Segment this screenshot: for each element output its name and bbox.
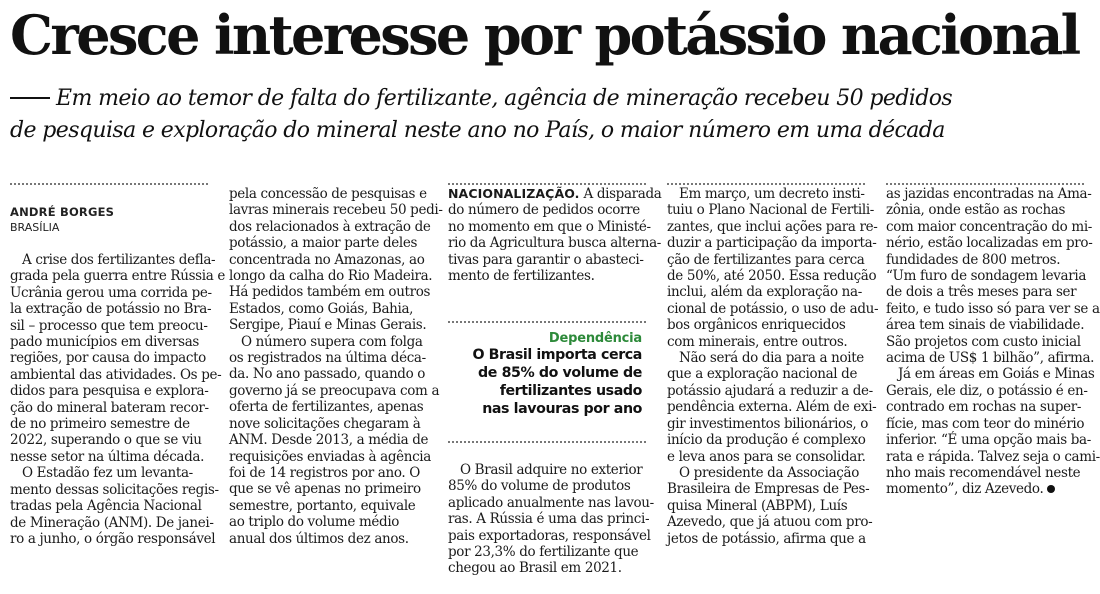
text-line: cional de potássio, o uso de adu- bbox=[667, 300, 879, 317]
text-line: Gerais, ele diz, o potássio é en- bbox=[886, 382, 1088, 399]
text-line: bos orgânicos enriquecidos bbox=[667, 317, 846, 334]
text-line: Já em áreas em Goiás e Minas bbox=[898, 366, 1095, 383]
column-1 bbox=[10, 204, 225, 547]
pull-quote-line: O Brasil importa cerca bbox=[472, 347, 642, 363]
text-line: Estados, como Goiás, Bahia, bbox=[229, 300, 414, 317]
text-line: la extração de potássio no Bra- bbox=[10, 301, 212, 318]
text-line: nesse setor na última década. bbox=[10, 448, 205, 465]
pull-quote-text bbox=[448, 346, 642, 418]
text-line: com minerais, entre outros. bbox=[667, 333, 848, 350]
text-line: 2022, superando o que se viu bbox=[10, 432, 202, 449]
end-of-article-bullet bbox=[1047, 485, 1055, 493]
text-line: A crise dos fertilizantes defla- bbox=[22, 252, 216, 268]
text-line: as jazidas encontradas na Ama- bbox=[886, 186, 1092, 202]
text-line: os registrados na última déca- bbox=[229, 350, 426, 367]
text-line: de Mineração (ANM). De janei- bbox=[10, 514, 214, 531]
text-line: jetos de potássio, afirma que a bbox=[667, 530, 866, 547]
text-line: Brasileira de Empresas de Pes- bbox=[667, 481, 870, 498]
text-line: Em março, um decreto insti- bbox=[679, 186, 865, 202]
text-line: no momento em que o Ministé- bbox=[448, 218, 651, 235]
text-line: área tem sinais de viabilidade. bbox=[886, 317, 1085, 334]
text-line: com maior concentração do mi- bbox=[886, 218, 1092, 235]
text-line: longo da calha do Rio Madeira. bbox=[229, 268, 433, 285]
text-line: mento dessas solicitações regis- bbox=[10, 481, 219, 498]
text-line: ao triplo do volume médio bbox=[229, 514, 400, 531]
text-line: grada pela guerra entre Rússia e bbox=[10, 268, 225, 285]
text-line: ção do mineral bateram recor- bbox=[10, 399, 209, 416]
text-line: anual dos últimos dez anos. bbox=[229, 530, 409, 547]
text-line: zônia, onde estão as rochas bbox=[886, 202, 1066, 219]
column-5 bbox=[886, 186, 1100, 498]
column-3-bottom-text bbox=[448, 462, 654, 577]
byline-author: ANDRÉ BORGES bbox=[10, 205, 115, 219]
text-line: didos para pesquisa e explora- bbox=[10, 383, 209, 400]
text-line-rest: A disparada bbox=[579, 186, 662, 202]
text-line: quisa Mineral (ABPM), Luís bbox=[667, 497, 848, 514]
text-line: feito, e tudo isso só para ver se a bbox=[886, 300, 1100, 317]
pull-quote-tag: Dependência bbox=[548, 331, 642, 346]
text-line: inferior. “É uma opção mais ba- bbox=[886, 432, 1091, 449]
text-line: nho mais recomendável neste bbox=[886, 464, 1081, 481]
text-line: duzir a participação da importa- bbox=[667, 235, 877, 252]
headline: Cresce interesse por potássio nacional bbox=[10, 3, 1079, 67]
text-line: pado municípios em diversas bbox=[10, 334, 200, 351]
text-line: São projetos com custo inicial bbox=[886, 333, 1081, 350]
pull-quote-line: fertilizantes usado bbox=[499, 383, 642, 399]
text-line: chegou ao Brasil em 2021. bbox=[448, 560, 622, 577]
subtitle-line-2: de pesquisa e exploração do mineral neste ano no País, o maior número em uma década bbox=[10, 118, 945, 143]
text-line: ambiental das atividades. Os pe- bbox=[10, 366, 222, 383]
column-4-text bbox=[667, 186, 879, 547]
pull-quote-line: nas lavouras por ano bbox=[482, 401, 642, 417]
text-line: oferta de fertilizantes, apenas bbox=[229, 399, 424, 416]
text-line: O número supera com folga bbox=[241, 333, 423, 350]
text-line: Sergipe, Piauí e Minas Gerais. bbox=[229, 317, 427, 334]
column-2-text bbox=[229, 186, 443, 547]
text-line: 85% do volume de produtos bbox=[448, 478, 631, 495]
text-line: dos relacionados à extração de bbox=[229, 218, 431, 235]
text-line: mento de fertilizantes. bbox=[448, 268, 595, 285]
text-line: fundidades de 800 metros. bbox=[886, 251, 1061, 268]
column-1-text bbox=[10, 252, 225, 547]
pull-quote-line: de 85% do volume de bbox=[478, 365, 642, 381]
text-line: do número de pedidos ocorre bbox=[448, 202, 640, 219]
text-line: contrado em rochas na super- bbox=[886, 399, 1082, 416]
text-line: Ucrânia gerou uma corrida pe- bbox=[10, 284, 212, 301]
text-line: O Brasil adquire no exterior bbox=[460, 462, 643, 478]
text-line: da. No ano passado, quando o bbox=[229, 366, 426, 383]
subtitle-text-1: Em meio ao temor de falta do fertilizante, agência de mineração recebeu 50 pedidos bbox=[56, 86, 953, 111]
pull-quote-box bbox=[448, 321, 646, 443]
text-line: nove solicitações chegaram à bbox=[229, 415, 421, 432]
text-line: gir investimentos bilionários, o bbox=[667, 415, 869, 432]
text-line: de 50%, até 2050. Essa redução bbox=[667, 268, 877, 285]
text-line: fície, mas com teor do minério bbox=[886, 415, 1085, 432]
text-line: Não será do dia para a noite bbox=[679, 350, 864, 367]
text-line: ANM. Desde 2013, a média de bbox=[229, 432, 429, 449]
text-line: Azevedo, que já atuou com pro- bbox=[667, 514, 873, 531]
text-line: governo já se preocupava com a bbox=[229, 382, 440, 399]
text-line: e leva anos para se consolidar. bbox=[667, 448, 866, 465]
section-kicker: NACIONALIZAÇÃO. bbox=[448, 186, 580, 201]
text-line: que a exploração nacional de bbox=[667, 366, 858, 383]
column-rule-1 bbox=[10, 183, 208, 186]
text-line: de no primeiro semestre de bbox=[10, 416, 190, 433]
text-line: O Estadão fez um levanta- bbox=[22, 465, 193, 482]
column-4 bbox=[667, 186, 879, 547]
text-line: tuiu o Plano Nacional de Fertili- bbox=[667, 202, 875, 219]
text-line: pais exportadoras, responsável bbox=[448, 527, 651, 544]
text-line: ro a junho, o órgão responsável bbox=[10, 530, 216, 547]
column-3-top-text bbox=[448, 186, 662, 285]
text-line: regiões, por causa do impacto bbox=[10, 350, 206, 367]
text-line: Há pedidos também em outros bbox=[229, 284, 431, 301]
text-line: “Um furo de sondagem levaria bbox=[886, 268, 1087, 285]
text-line: requisições enviadas à agência bbox=[229, 448, 431, 465]
text-line: inclui, além da exploração na- bbox=[667, 284, 862, 301]
text-line: que se vê apenas no primeiro bbox=[229, 481, 421, 498]
text-line: rio da Agricultura busca alterna- bbox=[448, 235, 661, 252]
text-line: pendência externa. Além de exi- bbox=[667, 399, 877, 416]
column-5-text bbox=[886, 186, 1100, 498]
text-line: pela concessão de pesquisas e bbox=[229, 186, 427, 202]
text-line: concentrada no Amazonas, ao bbox=[229, 251, 425, 268]
text-line: tradas pela Agência Nacional bbox=[10, 498, 202, 515]
subtitle-rule bbox=[10, 97, 50, 99]
text-line: semestre, portanto, equivale bbox=[229, 497, 416, 514]
text-line: por 23,3% do fertilizante que bbox=[448, 544, 639, 561]
text-line: zantes, que inclui ações para re- bbox=[667, 218, 878, 235]
text-line bbox=[448, 186, 662, 202]
text-line: sil – processo que tem preocu- bbox=[10, 317, 208, 334]
text-line: ção de fertilizantes para cerca bbox=[667, 251, 865, 268]
text-line: potássio ajudará a reduzir a de- bbox=[667, 382, 873, 399]
text-line: lavras minerais recebeu 50 pedi- bbox=[229, 202, 443, 219]
text-line: ras. A Rússia é uma das princi- bbox=[448, 511, 650, 528]
text-line: momento”, diz Azevedo. bbox=[886, 481, 1084, 497]
subtitle bbox=[10, 83, 1086, 147]
text-line: nério, estão localizadas em pro- bbox=[886, 235, 1093, 252]
text-line: tivas para garantir o abasteci- bbox=[448, 251, 644, 268]
text-line: foi de 14 registros por ano. O bbox=[229, 464, 420, 481]
text-line: rata e rápida. Talvez seja o cami- bbox=[886, 448, 1100, 465]
text-line: início da produção é complexo bbox=[667, 432, 866, 449]
text-line: O presidente da Associação bbox=[679, 464, 859, 481]
column-2 bbox=[229, 186, 443, 547]
text-line: acima de US$ 1 bilhão”, afirma. bbox=[886, 350, 1095, 367]
subtitle-line-1 bbox=[10, 83, 1086, 115]
column-3 bbox=[448, 186, 662, 285]
text-line: de dois a três meses para ser bbox=[886, 284, 1077, 301]
text-line: aplicado anualmente nas lavou- bbox=[448, 494, 654, 511]
text-line: potássio, a maior parte deles bbox=[229, 235, 418, 252]
byline-place: BRASÍLIA bbox=[10, 221, 60, 234]
column-3-bottom bbox=[448, 462, 654, 577]
